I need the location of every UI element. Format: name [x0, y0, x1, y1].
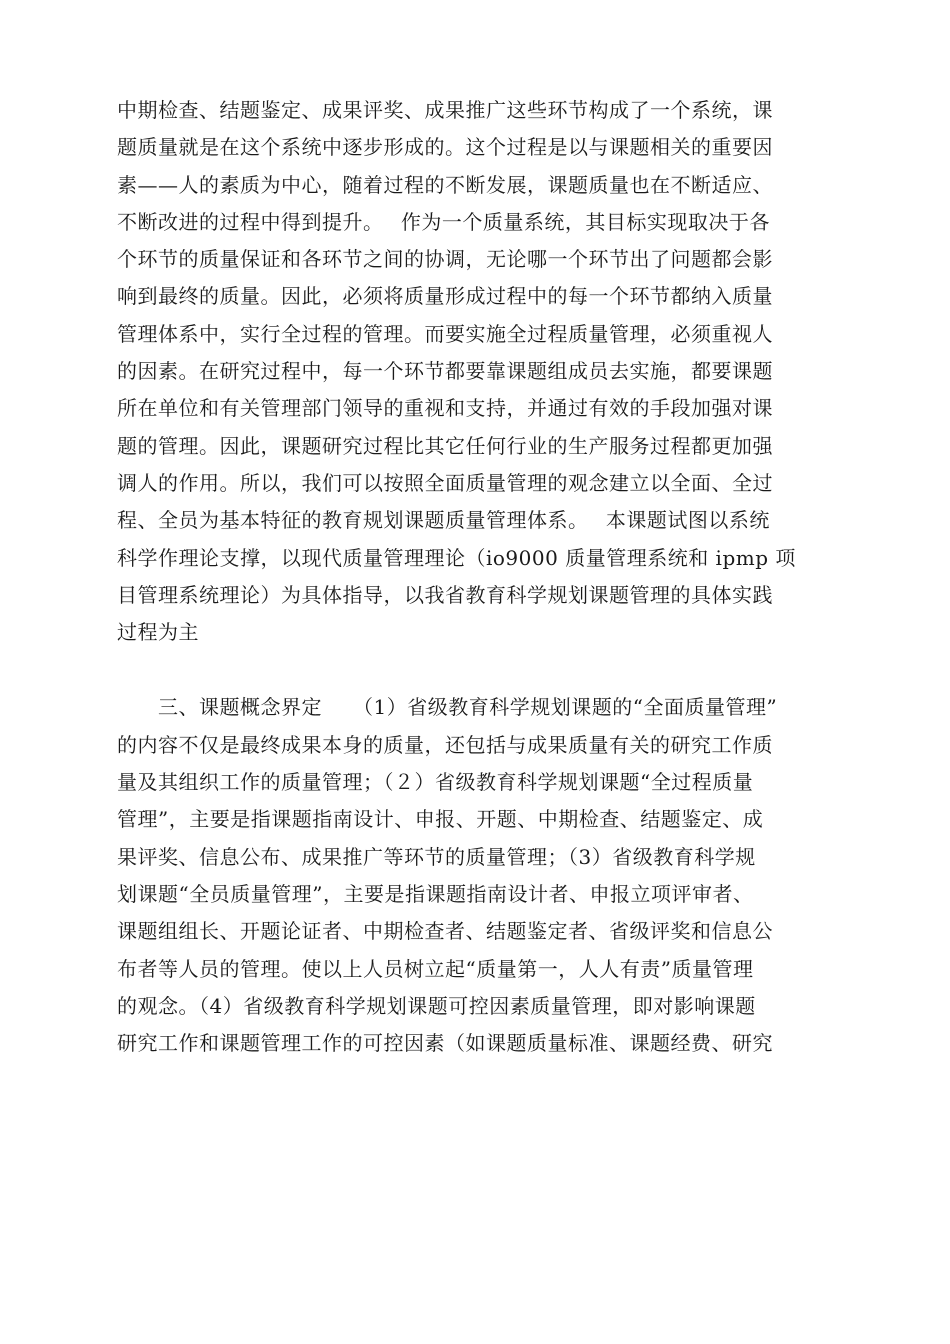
text-line: 个环节的质量保证和各环节之间的协调，无论哪一个环节出了问题都会影 [117, 247, 773, 272]
document-page [117, 92, 837, 1062]
text-line: 的因素。在研究过程中，每一个环节都要靠课题组成员去实施，都要课题 [117, 359, 773, 384]
paragraph-1 [117, 92, 837, 651]
paragraph-2 [117, 689, 837, 1062]
text-line: 不断改进的过程中得到提升。 作为一个质量系统，其目标实现取决于各 [117, 209, 770, 234]
text-line: 三、课题概念界定 （1）省级教育科学规划课题的“全面质量管理” [117, 695, 778, 720]
paragraph-spacer [117, 651, 837, 689]
text-line: 科学作理论支撑，以现代质量管理理论（io9000 质量管理系统和 ipmp 项 [117, 545, 796, 570]
text-line: 果评奖、信息公布、成果推广等环节的质量管理；（3）省级教育科学规 [117, 844, 756, 869]
text-line: 课题组组长、开题论证者、中期检查者、结题鉴定者、省级评奖和信息公 [117, 919, 773, 944]
text-line: 调人的作用。所以，我们可以按照全面质量管理的观念建立以全面、全过 [117, 470, 773, 495]
text-line: 题质量就是在这个系统中逐步形成的。这个过程是以与课题相关的重要因 [117, 135, 773, 160]
text-line: 量及其组织工作的质量管理；（２）省级教育科学规划课题“全过程质量 [117, 770, 754, 795]
text-line: 响到最终的质量。因此，必须将质量形成过程中的每一个环节都纳入质量 [117, 284, 773, 309]
text-line: 管理”，主要是指课题指南设计、申报、开题、中期检查、结题鉴定、成 [117, 807, 764, 832]
text-line: 素——人的素质为中心，随着过程的不断发展，课题质量也在不断适应、 [117, 172, 773, 197]
text-line: 中期检查、结题鉴定、成果评奖、成果推广这些环节构成了一个系统，课 [117, 98, 773, 122]
text-line: 研究工作和课题管理工作的可控因素（如课题质量标准、课题经费、研究 [117, 1031, 773, 1056]
text-line: 过程为主 [117, 620, 199, 645]
text-line: 布者等人员的管理。使以上人员树立起“质量第一，人人有责”质量管理 [117, 956, 754, 981]
text-line: 管理体系中，实行全过程的管理。而要实施全过程质量管理，必须重视人 [117, 321, 773, 346]
text-line: 题的管理。因此，课题研究过程比其它任何行业的生产服务过程都更加强 [117, 433, 773, 458]
text-line: 目管理系统理论）为具体指导，以我省教育科学规划课题管理的具体实践 [117, 582, 773, 607]
text-line: 的观念。（4）省级教育科学规划课题可控因素质量管理，即对影响课题 [117, 993, 756, 1018]
text-line: 划课题“全员质量管理”，主要是指课题指南设计者、申报立项评审者、 [117, 881, 754, 906]
text-line: 的内容不仅是最终成果本身的质量，还包括与成果质量有关的研究工作质 [117, 732, 773, 757]
text-line: 程、全员为基本特征的教育规划课题质量管理体系。 本课题试图以系统 [117, 508, 770, 533]
text-line: 所在单位和有关管理部门领导的重视和支持，并通过有效的手段加强对课 [117, 396, 773, 421]
